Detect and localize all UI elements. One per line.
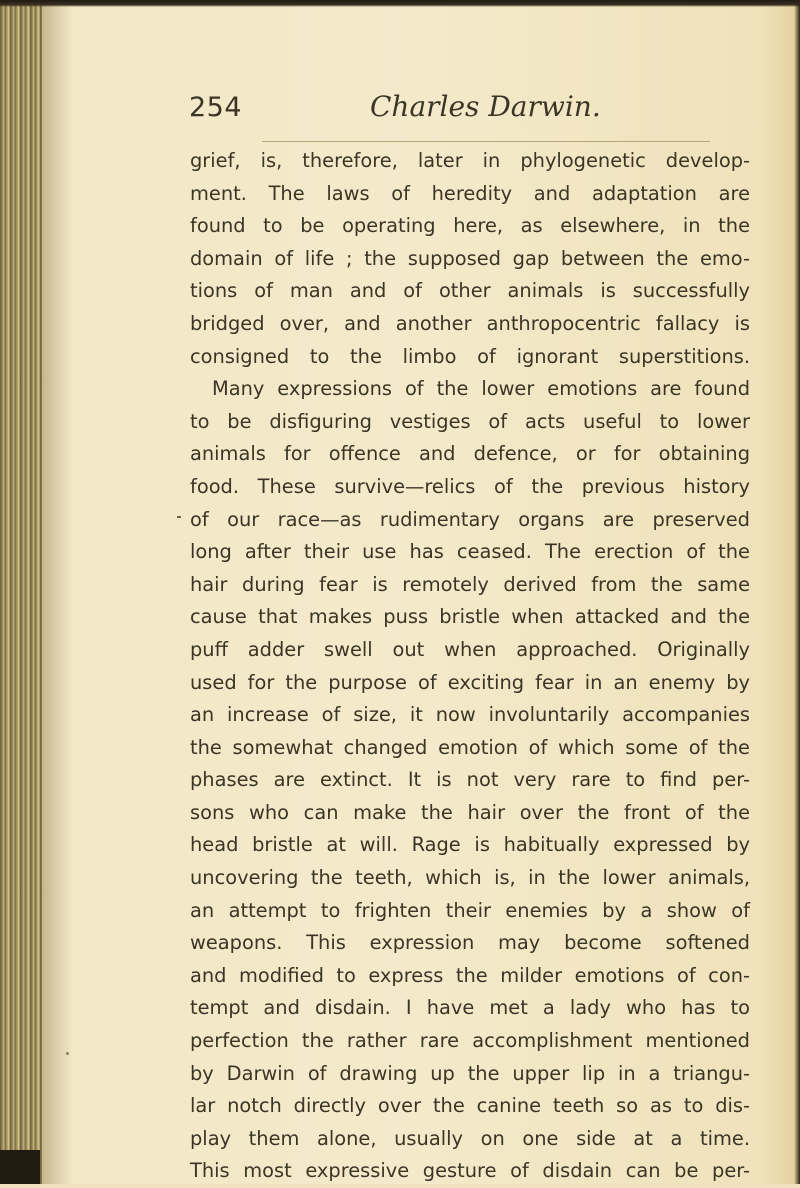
- text-line: an increase of size, it now involuntarily accompanies: [190, 703, 750, 727]
- paragraph-first-line: Many expressions of the lower emotions are found: [212, 377, 750, 401]
- text-line: This most expressive gesture of disdain can be per-: [190, 1159, 750, 1183]
- top-page-edge: [0, 0, 800, 7]
- text-line: sons who can make the hair over the front of the: [190, 800, 750, 824]
- text-line: long after their use has ceased. The erection of the: [190, 540, 750, 564]
- header-rule: [262, 141, 710, 142]
- text-line: an attempt to frighten their enemies by a show of: [190, 898, 750, 922]
- text-line: play them alone, usually on one side at a time.: [190, 1126, 750, 1150]
- text-line: tions of man and of other animals is successfully: [190, 279, 750, 303]
- body-text: [190, 145, 750, 1188]
- text-line: lar notch directly over the canine teeth so as to dis-: [190, 1094, 750, 1118]
- margin-dot: [66, 1052, 69, 1055]
- text-line: to be disfiguring vestiges of acts useful to lower: [190, 409, 750, 433]
- text-line: grief, is, therefore, later in phylogenetic develop-: [190, 149, 750, 172]
- text-line: head bristle at will. Rage is habitually expressed by: [190, 833, 750, 857]
- text-line: of our race—as rudimentary organs are preserved: [190, 507, 750, 531]
- text-line: by Darwin of drawing up the upper lip in a triangu-: [190, 1061, 750, 1085]
- right-page-edge: [794, 0, 800, 1184]
- text-line: the somewhat changed emotion of which some of the: [190, 735, 750, 759]
- margin-mark: [177, 516, 181, 518]
- bottom-corner-shadow: [0, 1150, 40, 1184]
- text-line: puff adder swell out when approached. Originally: [190, 637, 750, 661]
- text-line: found to be operating here, as elsewhere, in the: [190, 214, 750, 238]
- gutter-shadow: [42, 0, 72, 1184]
- running-head-title: Charles Darwin.: [370, 90, 601, 123]
- book-spine-gutter: [0, 0, 42, 1184]
- text-line: tempt and disdain. I have met a lady who has to: [190, 996, 750, 1020]
- text-line: and modified to express the milder emotions of con-: [190, 963, 750, 987]
- page-number: 254: [189, 92, 243, 123]
- text-line: uncovering the teeth, which is, in the lower animals,: [190, 866, 750, 890]
- text-line: bridged over, and another anthropocentric fallacy is: [190, 311, 750, 335]
- text-line: phases are extinct. It is not very rare to find per-: [190, 768, 750, 792]
- text-line: consigned to the limbo of ignorant superstitions.: [190, 344, 750, 368]
- text-line: used for the purpose of exciting fear in an enemy by: [190, 670, 750, 694]
- text-line: domain of life ; the supposed gap between the emo-: [190, 246, 750, 270]
- text-line: animals for offence and defence, or for obtaining: [190, 442, 750, 466]
- text-line: hair during fear is remotely derived from the same: [190, 572, 750, 596]
- text-line: weapons. This expression may become softened: [190, 931, 750, 955]
- text-line: cause that makes puss bristle when attacked and the: [190, 605, 750, 629]
- text-line: ment. The laws of heredity and adaptation are: [190, 181, 750, 205]
- text-line: food. These survive—relics of the previous history: [190, 474, 750, 498]
- text-line: perfection the rather rare accomplishment mentioned: [190, 1029, 750, 1053]
